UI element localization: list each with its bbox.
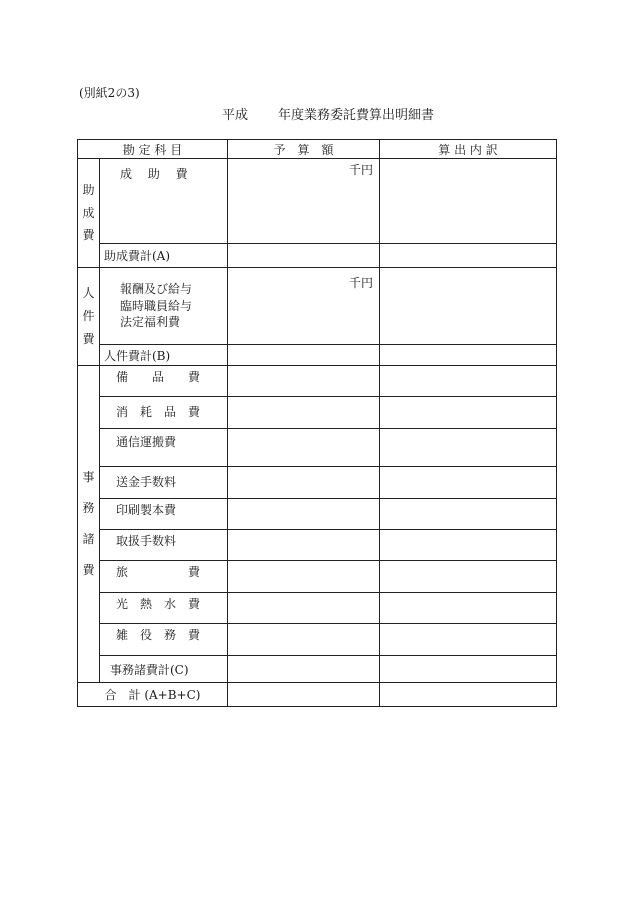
item-grant: 成 助 費 [100, 159, 228, 244]
budget-cell [228, 593, 380, 624]
item-printing: 印刷製本費 [100, 499, 228, 530]
breakdown-cell [380, 530, 557, 561]
breakdown-cell [380, 244, 557, 268]
breakdown-cell [380, 268, 557, 345]
calculation-table [77, 139, 557, 707]
breakdown-cell [380, 366, 557, 397]
table-row [78, 159, 557, 244]
breakdown-cell [380, 467, 557, 499]
table-row [78, 366, 557, 397]
item-remittance-fee: 送金手数料 [100, 467, 228, 499]
budget-cell [228, 345, 380, 366]
breakdown-cell [380, 345, 557, 366]
table-row [78, 397, 557, 429]
breakdown-cell [380, 397, 557, 429]
breakdown-cell [380, 656, 557, 683]
document-title [222, 104, 434, 123]
item-consumables: 消 耗 品 費 [100, 397, 228, 429]
item-equipment: 備 品 費 [100, 366, 228, 397]
header-breakdown: 算 出 内 訳 [380, 140, 557, 159]
table-row [78, 499, 557, 530]
budget-cell [228, 467, 380, 499]
subtotal-personnel: 人件費計(B) [100, 345, 228, 366]
table-row [78, 561, 557, 593]
subtotal-office: 事務諸費計(C) [100, 656, 228, 683]
budget-cell [228, 624, 380, 656]
document-label: (別紙2の3) [79, 86, 140, 100]
table-row [78, 593, 557, 624]
title-era: 平成 [222, 108, 249, 123]
header-budget: 予 算 額 [228, 140, 380, 159]
budget-cell [228, 561, 380, 593]
breakdown-cell [380, 159, 557, 244]
table-row [78, 656, 557, 683]
budget-cell [228, 397, 380, 429]
budget-cell [228, 656, 380, 683]
item-handling-fee: 取扱手数料 [100, 530, 228, 561]
item-personnel: 報酬及び給与 臨時職員給与 法定福利費 [100, 268, 228, 345]
table-row [78, 530, 557, 561]
item-communication: 通信運搬費 [100, 429, 228, 467]
budget-cell [228, 530, 380, 561]
title-text: 年度業務委託費算出明細書 [278, 108, 435, 123]
subtotal-grant: 助成費計(A) [100, 244, 228, 268]
item-travel: 旅 費 [100, 561, 228, 593]
grand-total-label: 合 計 (A+B+C) [78, 683, 228, 707]
breakdown-cell [380, 499, 557, 530]
budget-cell [228, 429, 380, 467]
header-account: 勘 定 科 目 [78, 140, 228, 159]
table-row [78, 268, 557, 345]
item-utilities: 光 熱 水 費 [100, 593, 228, 624]
category-office: 事 務 諸 費 [78, 366, 100, 683]
breakdown-cell [380, 683, 557, 707]
budget-cell: 千円 [228, 268, 380, 345]
budget-cell [228, 499, 380, 530]
budget-cell [228, 366, 380, 397]
item-misc-services: 雑 役 務 費 [100, 624, 228, 656]
budget-cell: 千円 [228, 159, 380, 244]
breakdown-cell [380, 593, 557, 624]
budget-cell [228, 683, 380, 707]
table-row [78, 429, 557, 467]
table-row [78, 683, 557, 707]
breakdown-cell [380, 561, 557, 593]
table-row [78, 345, 557, 366]
breakdown-cell [380, 429, 557, 467]
budget-cell [228, 244, 380, 268]
table-row [78, 467, 557, 499]
category-personnel: 人 件 費 [78, 268, 100, 366]
breakdown-cell [380, 624, 557, 656]
table-row [78, 624, 557, 656]
table-header-row [78, 140, 557, 159]
table-row [78, 244, 557, 268]
category-grant: 助 成 費 [78, 159, 100, 268]
